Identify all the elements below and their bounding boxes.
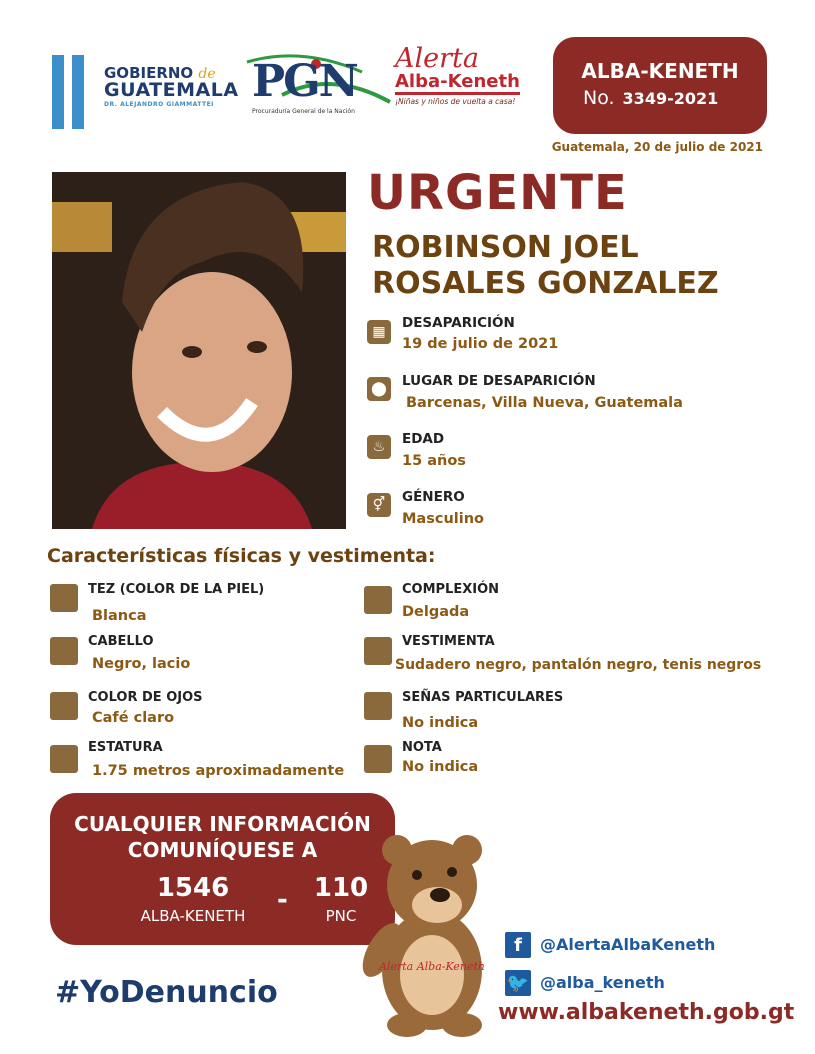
ruler-icon: [50, 745, 78, 773]
name-line1: ROBINSON JOEL: [372, 230, 639, 265]
pgn-letters: PGN: [252, 56, 357, 107]
characteristic-label: CABELLO: [88, 634, 154, 649]
detail-value: Barcenas, Villa Nueva, Guatemala: [406, 395, 683, 411]
mascot-text: Alerta Alba-Keneth: [378, 960, 486, 973]
characteristics-title: Características físicas y vestimenta:: [47, 545, 436, 567]
facebook-icon[interactable]: f: [505, 932, 531, 958]
website-link[interactable]: www.albakeneth.gob.gt: [498, 1000, 795, 1025]
scale-icon: [364, 586, 392, 614]
characteristic-label: SEÑAS PARTICULARES: [402, 690, 564, 705]
gobierno-logo-bars: [52, 55, 92, 129]
case-number-box: [553, 37, 767, 134]
detail-value: Masculino: [402, 511, 484, 527]
pgn-subtitle: Procuraduría General de la Nación: [252, 108, 355, 115]
missing-person-name: [372, 230, 719, 302]
alerta-logo-line1: Alerta: [395, 43, 479, 74]
characteristic-value: 1.75 metros aproximadamente: [92, 763, 345, 779]
gob-line3: DR. ALEJANDRO GIAMMATTEI: [104, 101, 214, 108]
head-profile-icon: [50, 584, 78, 612]
star-icon: [364, 692, 392, 720]
contact-heading: [50, 811, 395, 863]
alerta-logo-tagline: ¡Niñas y niños de vuelta a casa!: [395, 96, 516, 106]
characteristic-value: Delgada: [402, 604, 470, 620]
characteristic-value: No indica: [402, 759, 479, 775]
characteristic-value: Blanca: [92, 608, 147, 624]
birthday-cake-icon: ♨: [367, 435, 391, 459]
portrait-illustration: [52, 172, 346, 529]
phone-label-pnc: PNC: [325, 907, 357, 925]
facebook-handle[interactable]: @AlertaAlbaKeneth: [540, 935, 716, 954]
phone-label-alba-keneth: ALBA-KENETH: [140, 907, 246, 925]
characteristic-label: ESTATURA: [88, 740, 163, 755]
contact-heading-line1: CUALQUIER INFORMACIÓN: [74, 812, 371, 836]
phone-number-pnc[interactable]: 110: [313, 873, 369, 903]
case-no-label: No.: [583, 87, 615, 109]
case-title: ALBA-KENETH: [581, 59, 739, 83]
characteristic-label: TEZ (COLOR DE LA PIEL): [88, 582, 265, 597]
characteristic-value: Negro, lacio: [92, 656, 191, 672]
characteristic-value: No indica: [402, 715, 479, 731]
characteristic-label: COMPLEXIÓN: [402, 582, 500, 597]
contact-box: [50, 793, 395, 945]
pgn-logo: [242, 50, 392, 120]
characteristic-value: Sudadero negro, pantalón negro, tenis negros: [395, 657, 762, 673]
bear-mascot: [362, 810, 502, 1040]
gender-icon: ⚥: [367, 493, 391, 517]
bulletin-date: Guatemala, 20 de julio de 2021: [551, 140, 763, 154]
urgent-heading: URGENTE: [367, 165, 628, 221]
characteristic-value: Café claro: [92, 710, 175, 726]
hashtag: #YoDenuncio: [55, 975, 278, 1010]
detail-label: LUGAR DE DESAPARICIÓN: [402, 373, 596, 389]
note-edit-icon: [364, 745, 392, 773]
gob-line1: GOBIERNO: [104, 64, 194, 82]
twitter-handle[interactable]: @alba_keneth: [540, 973, 665, 992]
gob-line2: GUATEMALA: [104, 79, 239, 101]
contact-heading-line2: COMUNÍQUESE A: [127, 838, 318, 862]
eye-icon: [50, 692, 78, 720]
gobierno-logo: [104, 66, 239, 108]
calendar-icon: ▦: [367, 320, 391, 344]
shirt-icon: [364, 637, 392, 665]
missing-person-photo: [52, 172, 346, 529]
characteristic-label: NOTA: [402, 740, 442, 755]
alerta-alba-keneth-logo: [395, 45, 530, 106]
case-number: 3349-2021: [622, 89, 719, 108]
location-pin-icon: ⬤: [367, 377, 391, 401]
detail-label: GÉNERO: [402, 489, 465, 505]
hair-icon: [50, 637, 78, 665]
phone-separator: -: [277, 885, 288, 915]
phone-number-alba-keneth[interactable]: 1546: [156, 873, 230, 903]
characteristic-label: VESTIMENTA: [402, 634, 495, 649]
name-line2: ROSALES GONZALEZ: [372, 266, 719, 301]
twitter-icon[interactable]: 🐦: [505, 970, 531, 996]
characteristic-label: COLOR DE OJOS: [88, 690, 203, 705]
detail-label: EDAD: [402, 431, 445, 447]
detail-label: DESAPARICIÓN: [402, 315, 515, 331]
gob-de: de: [198, 66, 216, 82]
detail-value: 19 de julio de 2021: [402, 336, 559, 352]
alerta-logo-line2: Alba-Keneth: [395, 72, 520, 95]
detail-value: 15 años: [402, 453, 466, 469]
